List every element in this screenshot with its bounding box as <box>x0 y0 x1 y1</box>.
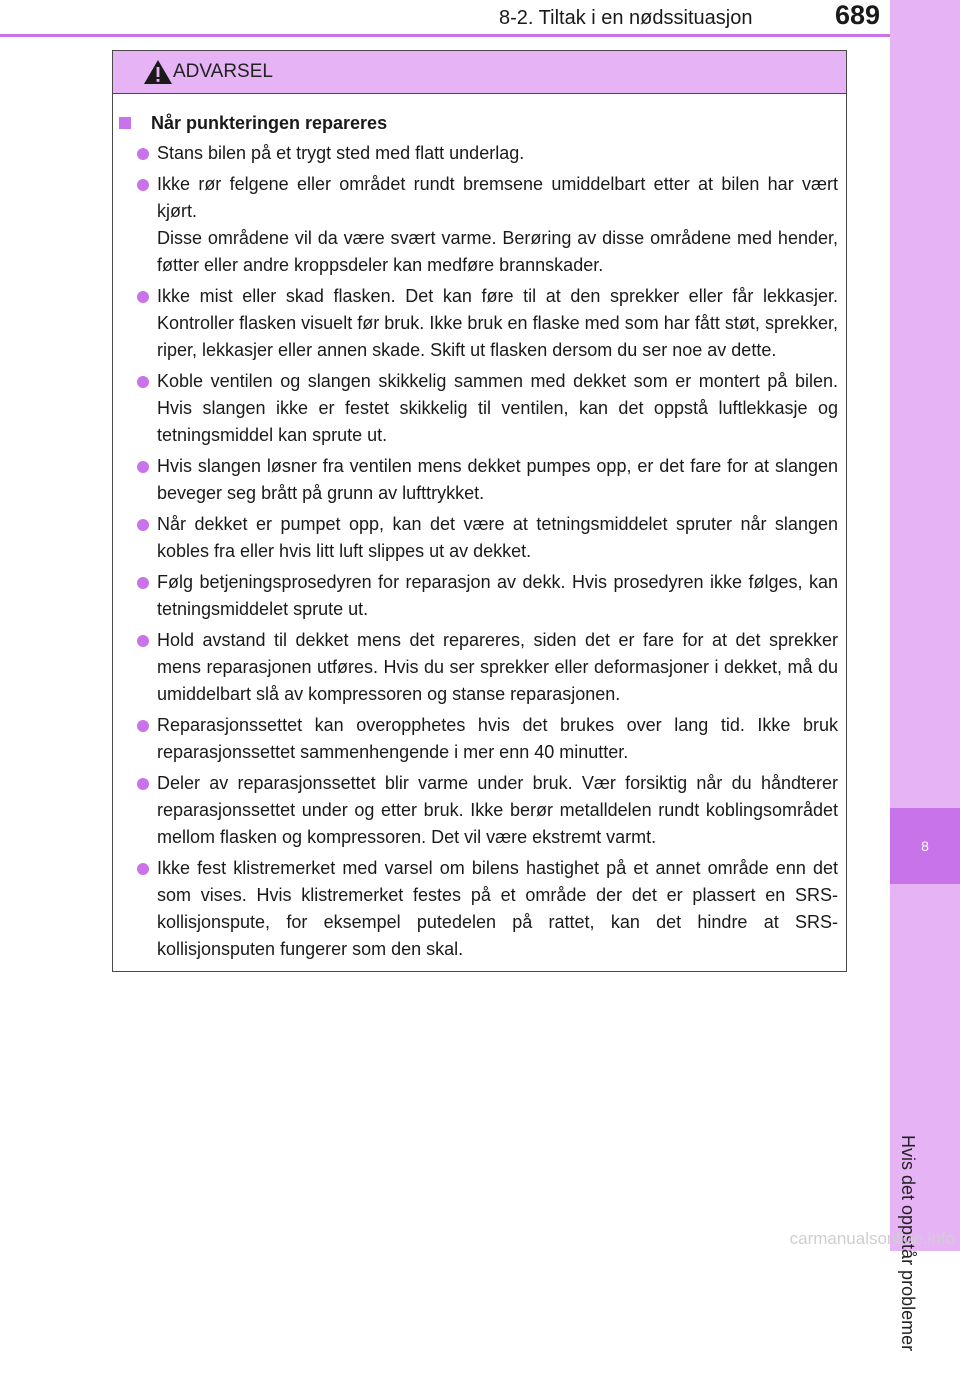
list-item-text: Deler av reparasjonssettet blir varme under bruk. Vær forsiktig når du håndterer reparasjonssettet under og etter bruk. Ikke berør metalldelen rundt koblingsområdet mellom flasken og kompressoren. Det vil være ekstremt varmt. <box>157 773 838 847</box>
bullet-icon <box>137 863 149 875</box>
bullet-icon <box>137 635 149 647</box>
side-tab-bar <box>890 0 960 1251</box>
list-item-text: Hold avstand til dekket mens det repareres, siden det er fare for at det sprekker mens reparasjonen utføres. Hvis du ser sprekker eller deformasjoner i dekket, må du umiddelbart slå av kompressoren og stanse reparasjonen. <box>157 630 838 704</box>
list-item <box>113 283 846 364</box>
section-heading: 8-2. Tiltak i en nødssituasjon <box>499 7 753 29</box>
list-item-text: Følg betjeningsprosedyren for reparasjon av dekk. Hvis prosedyren ikke følges, kan tetningsmiddelet sprute ut. <box>157 572 838 619</box>
list-item-text: Ikke mist eller skad flasken. Det kan føre til at den sprekker eller får lekkasjer. Kontroller flasken visuelt før bruk. Ikke bruk en flaske med som har fått støt, sprekker, riper, lekkasjer eller annen skade. Skift ut flasken dersom du ser noe av dette. <box>157 286 838 360</box>
watermark: carmanualsonline.info <box>789 1229 955 1248</box>
chapter-number: 8 <box>921 838 929 854</box>
bullet-icon <box>137 577 149 589</box>
list-item-text: Stans bilen på et trygt sted med flatt underlag. <box>157 143 525 163</box>
warning-box <box>112 50 847 972</box>
warning-label: ADVARSEL <box>173 61 273 82</box>
warning-triangle-icon <box>143 59 173 85</box>
section-title-text: Når punkteringen repareres <box>151 113 388 133</box>
list-item <box>113 368 846 449</box>
warning-list <box>113 140 846 963</box>
bullet-icon <box>137 376 149 388</box>
list-item <box>113 855 846 963</box>
list-item-text: Reparasjonssettet kan overopphetes hvis det brukes over lang tid. Ikke bruk reparasjonssettet sammenhengende i mer enn 40 minutter. <box>157 715 838 762</box>
list-item-text: Ikke fest klistremerket med varsel om bilens hastighet på et annet område enn det som vises. Hvis klistremerket festes på et område der det er plassert en SRS-kollisjonspute, for eksempel putedelen på rattet, kan det hindre at SRS-kollisjonsputen fungerer som den skal. <box>157 858 838 959</box>
bullet-icon <box>137 519 149 531</box>
list-item <box>113 712 846 766</box>
list-item-text: Koble ventilen og slangen skikkelig sammen med dekket som er montert på bilen. Hvis slangen ikke er festet skikkelig til ventilen, kan det oppstå luftlekkasje og tetningsmiddel kan sprute ut. <box>157 371 838 445</box>
list-item <box>113 453 846 507</box>
bullet-icon <box>137 720 149 732</box>
bullet-icon <box>137 179 149 191</box>
list-item-text: Når dekket er pumpet opp, kan det være at tetningsmiddelet spruter når slangen kobles fra eller hvis litt luft slippes ut av dekket. <box>157 514 838 561</box>
chapter-title: Hvis det oppstår problemer <box>898 1135 918 1352</box>
header-rule <box>0 34 890 37</box>
list-item <box>113 140 846 167</box>
list-item-text: Hvis slangen løsner fra ventilen mens dekket pumpes opp, er det fare for at slangen beveger seg brått på grunn av lufttrykket. <box>157 456 838 503</box>
square-bullet-icon <box>119 117 131 129</box>
section-title <box>113 110 846 136</box>
bullet-icon <box>137 291 149 303</box>
list-item <box>113 569 846 623</box>
warning-header <box>113 51 846 94</box>
bullet-icon <box>137 148 149 160</box>
list-item <box>113 511 846 565</box>
bullet-icon <box>137 778 149 790</box>
list-item-extra: Disse områdene vil da være svært varme. Berøring av disse områdene med hender, føtter eller andre kroppsdeler kan medføre brannskader. <box>157 228 838 275</box>
list-item <box>113 770 846 851</box>
bullet-icon <box>137 461 149 473</box>
list-item-text: Ikke rør felgene eller området rundt bremsene umiddelbart etter at bilen har vært kjørt. <box>157 174 838 221</box>
list-item <box>113 627 846 708</box>
list-item <box>113 171 846 279</box>
chapter-number-box <box>890 808 960 884</box>
page-number: 689 <box>834 0 880 30</box>
warning-body <box>113 94 846 963</box>
